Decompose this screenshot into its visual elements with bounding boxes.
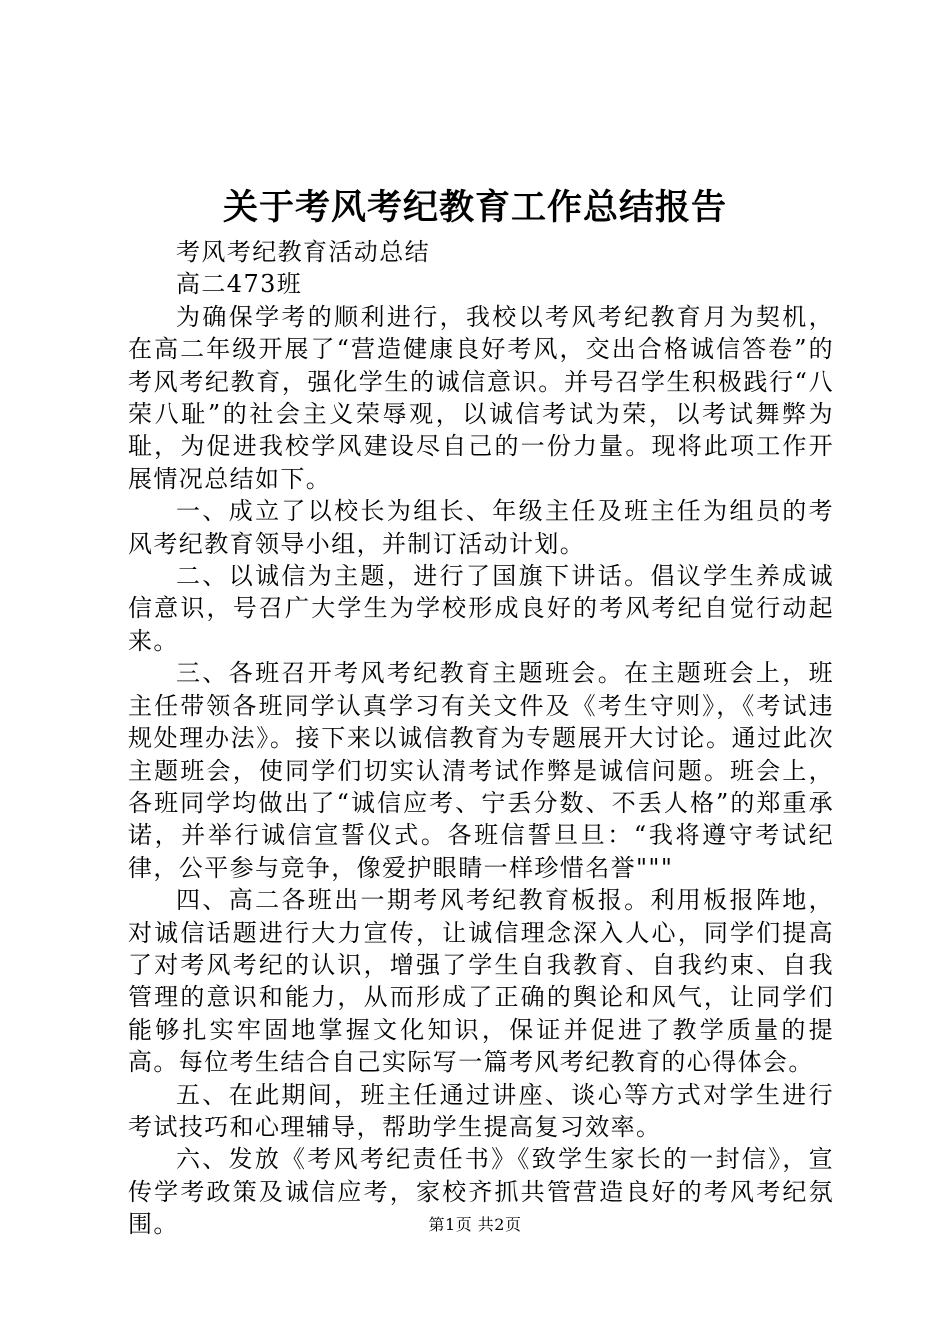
subtitle: 考风考纪教育活动总结 [176,238,430,266]
page-number-footer: 第1页 共2页 [428,1215,522,1234]
paragraph-item-3: 三、各班召开考风考纪教育主题班会。在主题班会上，班主任带领各班同学认真学习有关文件及《考生守则》，《考试违规处理办法》。接下来以诚信教育为专题展开大讨论。通过此次主题班会，使同学们切实认清考试作弊是诚信问题。班会上，各班同学均做出了“诚信应考、宁丢分数、不丢人格”的郑重承诺，并举行诚信宣誓仪式。各班信誓旦旦：“我将遵守考试纪律，公平参与竞争，像爱护眼睛一样珍惜名誉""" [128,659,834,882]
paragraph-item-5: 五、在此期间，班主任通过讲座、谈心等方式对学生进行考试技巧和心理辅导，帮助学生提高复习效率。 [128,1080,834,1141]
document-body [128,236,834,1241]
class-label: 高二473班 [176,270,303,299]
paragraph-item-1: 一、成立了以校长为组长、年级主任及班主任为组员的考风考纪教育领导小组，并制订活动计划。 [128,497,834,558]
paragraph-item-2: 二、以诚信为主题，进行了国旗下讲话。倡议学生养成诚信意识，号召广大学生为学校形成良好的考风考纪自觉行动起来。 [128,562,834,655]
paragraph-item-4: 四、高二各班出一期考风考纪教育板报。利用板报阵地，对诚信话题进行大力宣传，让诚信理念深入人心，同学们提高了对考风考纪的认识，增强了学生自我教育、自我约束、自我管理的意识和能力，从而形成了正确的舆论和风气，让同学们能够扎实牢固地掌握文化知识，保证并促进了教学质量的提高。每位考生结合自己实际写一篇考风考纪教育的心得体会。 [128,886,834,1077]
document-title: 关于考风考纪教育工作总结报告 [222,187,727,228]
paragraph-item-6: 六、发放《考风考纪责任书》《致学生家长的一封信》，宣传学考政策及诚信应考，家校齐抓共管营造良好的考风考纪氛围。 [128,1145,834,1239]
paragraph-intro: 为确保学考的顺利进行，我校以考风考纪教育月为契机，在高二年级开展了“营造健康良好考风，交出合格诚信答卷”的考风考纪教育，强化学生的诚信意识。并号召学生积极践行“八荣八耻”的社会主义荣辱观，以诚信考试为荣，以考试舞弊为耻，为促进我校学风建设尽自己的一份力量。现将此项工作开展情况总结如下。 [128,302,834,493]
